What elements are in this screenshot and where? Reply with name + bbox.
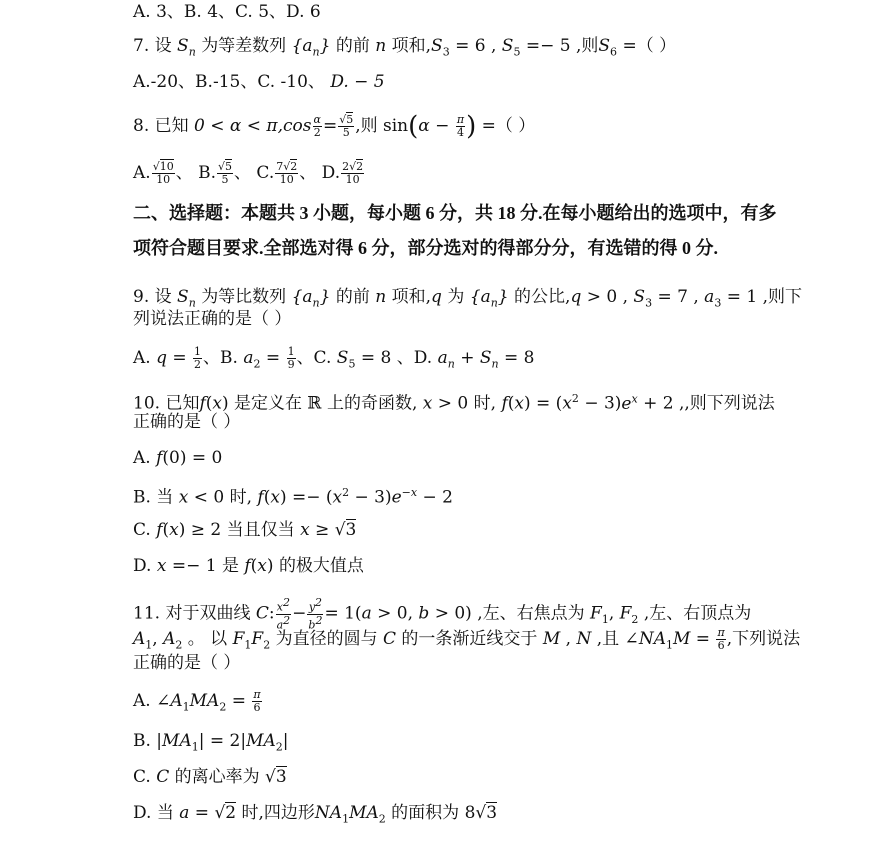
q11-stem-line2: $A_1$, $A_2$ 。 以 $F_1F_2$ 为直径的圆与 C 的一条渐近线交于 M , N ,且 $\angle NA_1M$ = $\frac{\pi}{6}$ ,下列说法 <box>133 626 801 652</box>
q7-options: A.-20、B.-15、C. -10、 D. − 5 <box>133 72 385 92</box>
section2-line2: 项符合题目要求.全部选对得 6 分，部分选对的得部分分，有选错的得 0 分. <box>133 238 718 258</box>
q10-option-d: D. x =− 1 是 f(x) 的极大值点 <box>133 556 364 576</box>
q11-option-a: A. $\angle A_1MA_2$ = $\frac{\pi}{6}$ <box>133 688 261 714</box>
q9-stem-line1: 9. 设 $S_n$ 为等比数列 $\{a_n\}$ 的前 n 项和,q 为 $\{a_n\}$ 的公比,q > 0 , $S_3 = 7$ , $a_3 = 1$ ,则下 <box>133 287 802 310</box>
section2-line1: 二、选择题：本题共 3 小题，每小题 6 分，共 18 分.在每小题给出的选项中，有多 <box>133 203 777 223</box>
q11-stem-line3: 正确的是（ ） <box>133 653 241 673</box>
q9-stem-line2: 列说法正确的是（ ） <box>133 309 292 329</box>
q11-stem-line1: 11. 对于双曲线 C: $\frac{x^2}{a^2}$ − $\frac{y^2}{b^2}$ = 1(a > 0, b > 0) ,左、右焦点为 $F_1$, $F_2$ ,左、右顶点为 <box>133 596 752 632</box>
q10-stem-line2: 正确的是（ ） <box>133 412 241 432</box>
q11-option-b: B. $|MA_1| = 2|MA_2|$ <box>133 731 289 754</box>
q10-stem-line1: 10. 已知f(x) 是定义在 ℝ 上的奇函数, x > 0 时, $f(x) = (x^2 - 3)e^x + 2$ ,,则下列说法 <box>133 392 775 414</box>
q9-options: A. q = $\frac{1}{2}$ 、B. $a_2$ = $\frac{1}{9}$ 、C. $S_5 = 8$ 、D. $a_n + S_n = 8$ <box>133 345 535 371</box>
q6-options: A. 3、B. 4、C. 5、D. 6 <box>133 2 321 22</box>
q11-option-d: D. 当 a = √2 时,四边形$NA_1MA_2$ 的面积为 8√3 <box>133 803 498 826</box>
q8-stem: 8. 已知 0 < α < π,cos $\frac{\alpha}{2}$ = $\frac{√5}{5}$ ,则 sin(α − $\frac{\pi}{4}$ ) =（ ） <box>133 111 536 142</box>
q10-option-b: B. 当 x < 0 时, $f(x) =- (x^2 - 3)e^{-x} - 2$ <box>133 486 453 508</box>
q11-option-c: C. C 的离心率为 √3 <box>133 767 287 787</box>
q8-options: A. $\frac{√10}{10}$ 、 B. $\frac{√5}{5}$ 、 C. $\frac{7√2}{10}$ 、 D. $\frac{2√2}{10}$ <box>133 160 364 186</box>
q10-option-a: A. f(0) = 0 <box>133 448 223 468</box>
q10-option-c: C. f(x) ≥ 2 当且仅当 x ≥ √3 <box>133 520 357 540</box>
q7-stem: 7. 设 $S_n$ 为等差数列 $\{a_n\}$ 的前 n 项和$,S_3 = 6$ , $S_5 =- 5$ ,则$S_6$ =（ ） <box>133 36 677 59</box>
